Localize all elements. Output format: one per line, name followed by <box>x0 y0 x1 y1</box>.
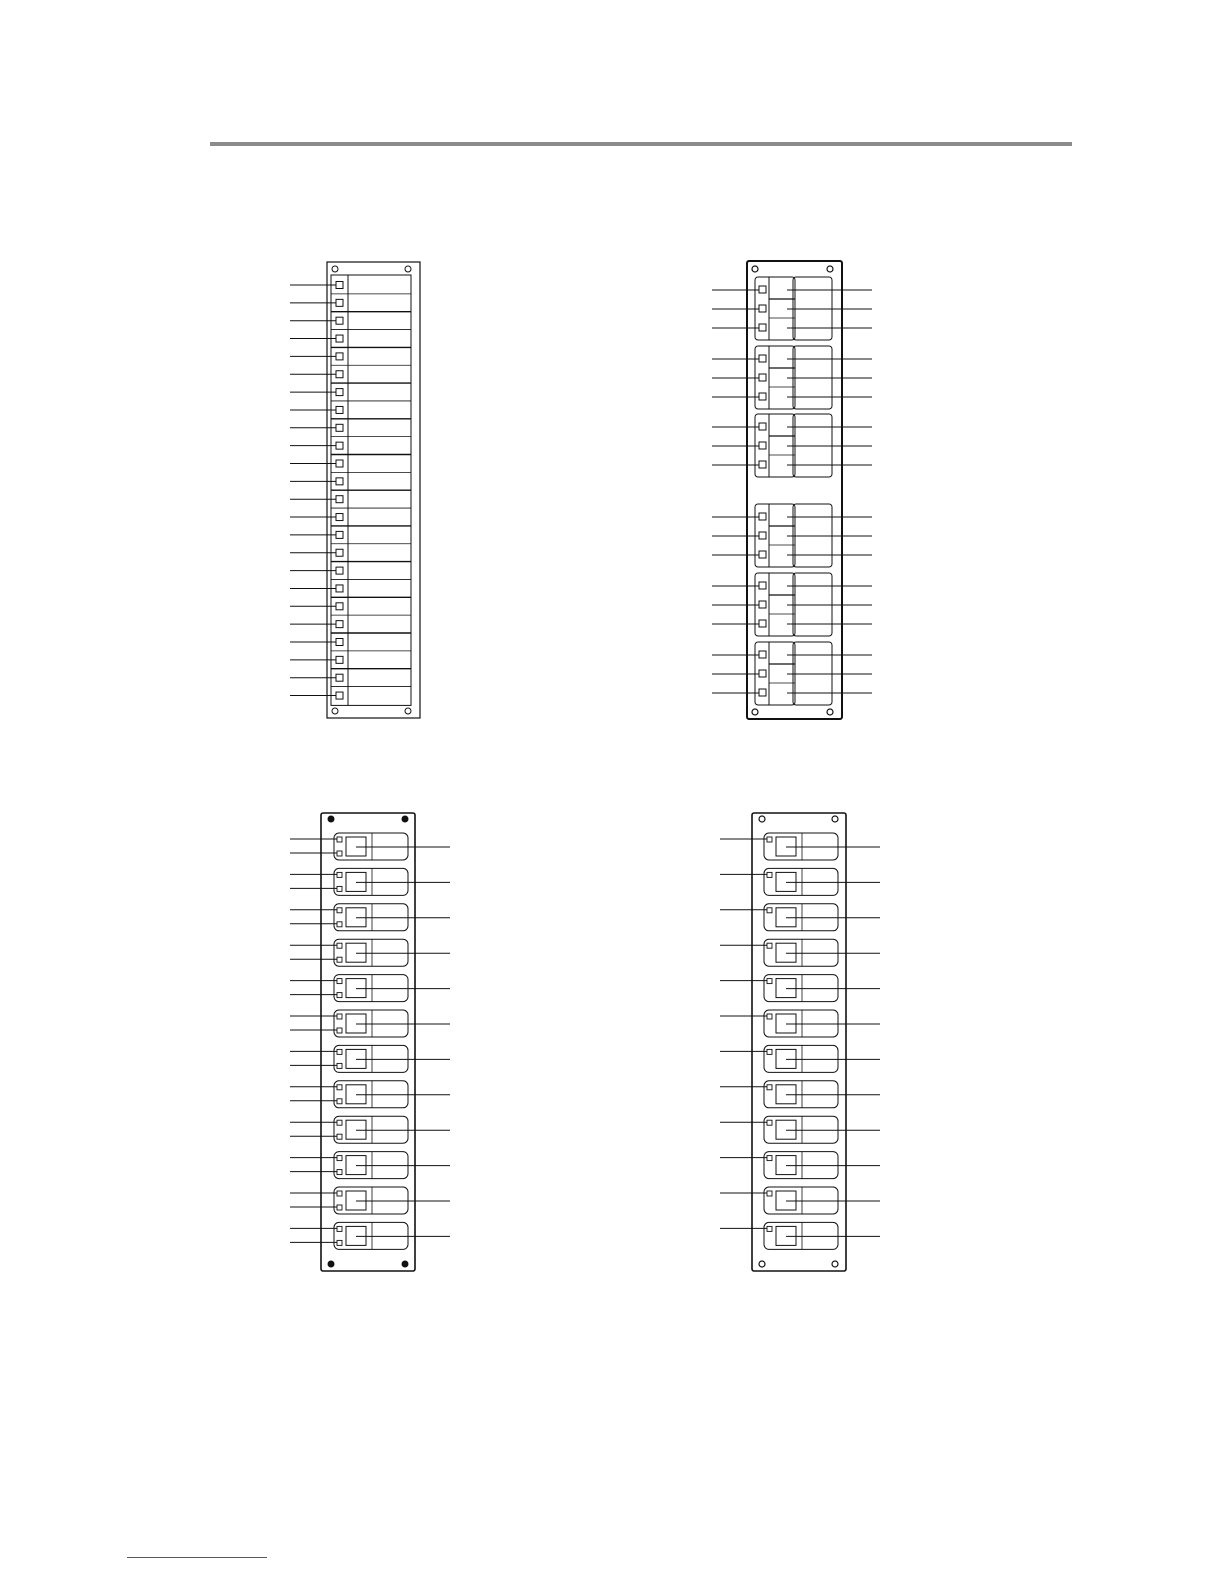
indicator-lamp <box>767 1085 772 1090</box>
indicator-lamp-upper <box>337 872 342 877</box>
indicator-lamp-lower <box>337 886 342 891</box>
panel-a-figure <box>280 255 430 725</box>
indicator-lamp <box>336 299 343 306</box>
indicator-lamp <box>336 496 343 503</box>
module-body <box>764 975 838 1002</box>
indicator-lamp <box>336 531 343 538</box>
module-switch <box>776 979 796 998</box>
indicator-lamp-lower <box>337 993 342 998</box>
indicator-lamp-upper <box>337 1049 342 1054</box>
indicator-lamp-upper <box>337 837 342 842</box>
module-switch <box>776 908 796 927</box>
mounting-hole <box>328 1261 334 1267</box>
indicator-lamp <box>336 585 343 592</box>
mounting-hole <box>405 266 411 272</box>
indicator-lamp-lower <box>337 851 342 856</box>
indicator-lamp <box>336 424 343 431</box>
indicator-lamp <box>759 601 766 608</box>
indicator-lamp-lower <box>337 1099 342 1104</box>
mounting-hole <box>759 816 765 822</box>
indicator-lamp <box>759 442 766 449</box>
indicator-lamp <box>767 1191 772 1196</box>
header-rule <box>210 142 1072 146</box>
indicator-lamp <box>767 837 772 842</box>
indicator-lamp-upper <box>337 1226 342 1231</box>
indicator-lamp-upper <box>337 1191 342 1196</box>
module-body <box>764 904 838 931</box>
indicator-lamp <box>767 1226 772 1231</box>
indicator-lamp <box>759 620 766 627</box>
indicator-lamp <box>759 689 766 696</box>
indicator-lamp <box>336 282 343 289</box>
mounting-hole <box>832 816 838 822</box>
indicator-lamp <box>767 1014 772 1019</box>
mounting-hole <box>752 266 758 272</box>
indicator-lamp <box>759 305 766 312</box>
module-switch <box>776 1120 796 1139</box>
indicator-lamp <box>336 549 343 556</box>
indicator-lamp <box>759 374 766 381</box>
indicator-lamp <box>336 674 343 681</box>
indicator-lamp <box>336 442 343 449</box>
mounting-hole <box>759 1261 765 1267</box>
panel-b-figure <box>700 255 885 725</box>
indicator-lamp <box>767 908 772 913</box>
mounting-hole <box>827 709 833 715</box>
indicator-lamp <box>336 621 343 628</box>
indicator-lamp <box>759 355 766 362</box>
indicator-lamp <box>767 1049 772 1054</box>
module-switch <box>346 908 366 927</box>
indicator-lamp-upper <box>337 908 342 913</box>
mounting-hole <box>402 1261 408 1267</box>
indicator-lamp-upper <box>337 979 342 984</box>
mounting-hole <box>827 266 833 272</box>
indicator-lamp-lower <box>337 1134 342 1139</box>
module-switch <box>346 1156 366 1175</box>
indicator-lamp-upper <box>337 1156 342 1161</box>
module-body <box>334 975 408 1002</box>
indicator-lamp <box>767 1120 772 1125</box>
module-switch <box>346 979 366 998</box>
indicator-lamp-lower <box>337 1028 342 1033</box>
indicator-lamp <box>336 567 343 574</box>
mounting-hole <box>332 266 338 272</box>
indicator-lamp <box>759 651 766 658</box>
panel-c-figure <box>280 805 460 1280</box>
indicator-lamp <box>336 389 343 396</box>
indicator-lamp <box>336 514 343 521</box>
indicator-lamp <box>767 979 772 984</box>
module-body <box>764 1152 838 1179</box>
module-switch <box>776 1156 796 1175</box>
indicator-lamp <box>759 423 766 430</box>
indicator-lamp-upper <box>337 1014 342 1019</box>
indicator-lamp-lower <box>337 957 342 962</box>
indicator-lamp <box>759 324 766 331</box>
mounting-hole <box>832 1261 838 1267</box>
indicator-lamp-lower <box>337 1063 342 1068</box>
indicator-lamp <box>336 335 343 342</box>
module-body <box>764 1116 838 1143</box>
module-body <box>334 1152 408 1179</box>
indicator-lamp-lower <box>337 922 342 927</box>
indicator-lamp <box>336 603 343 610</box>
indicator-lamp <box>767 1156 772 1161</box>
indicator-lamp <box>759 513 766 520</box>
indicator-lamp-lower <box>337 1205 342 1210</box>
indicator-lamp <box>336 639 343 646</box>
indicator-lamp-upper <box>337 943 342 948</box>
indicator-lamp <box>336 460 343 467</box>
indicator-lamp <box>759 461 766 468</box>
indicator-lamp <box>759 551 766 558</box>
indicator-lamp-upper <box>337 1120 342 1125</box>
indicator-lamp <box>759 670 766 677</box>
panel-frame <box>752 813 846 1271</box>
footer-link-underline <box>127 1557 267 1558</box>
indicator-lamp <box>767 943 772 948</box>
indicator-lamp <box>336 406 343 413</box>
indicator-lamp-lower <box>337 1240 342 1245</box>
module-body <box>334 1116 408 1143</box>
indicator-lamp <box>336 656 343 663</box>
indicator-lamp <box>336 692 343 699</box>
indicator-lamp <box>767 872 772 877</box>
indicator-lamp <box>759 393 766 400</box>
indicator-lamp <box>759 582 766 589</box>
module-body <box>334 904 408 931</box>
indicator-lamp <box>336 317 343 324</box>
mounting-hole <box>752 709 758 715</box>
mounting-hole <box>332 708 338 714</box>
indicator-lamp-upper <box>337 1085 342 1090</box>
panel-frame <box>321 813 415 1271</box>
mounting-hole <box>402 816 408 822</box>
panel-d-figure <box>710 805 890 1280</box>
mounting-hole <box>328 816 334 822</box>
indicator-lamp <box>336 478 343 485</box>
indicator-lamp <box>759 286 766 293</box>
indicator-lamp <box>336 371 343 378</box>
indicator-lamp-lower <box>337 1170 342 1175</box>
mounting-hole <box>405 708 411 714</box>
indicator-lamp <box>336 353 343 360</box>
module-switch <box>346 1120 366 1139</box>
indicator-lamp <box>759 532 766 539</box>
